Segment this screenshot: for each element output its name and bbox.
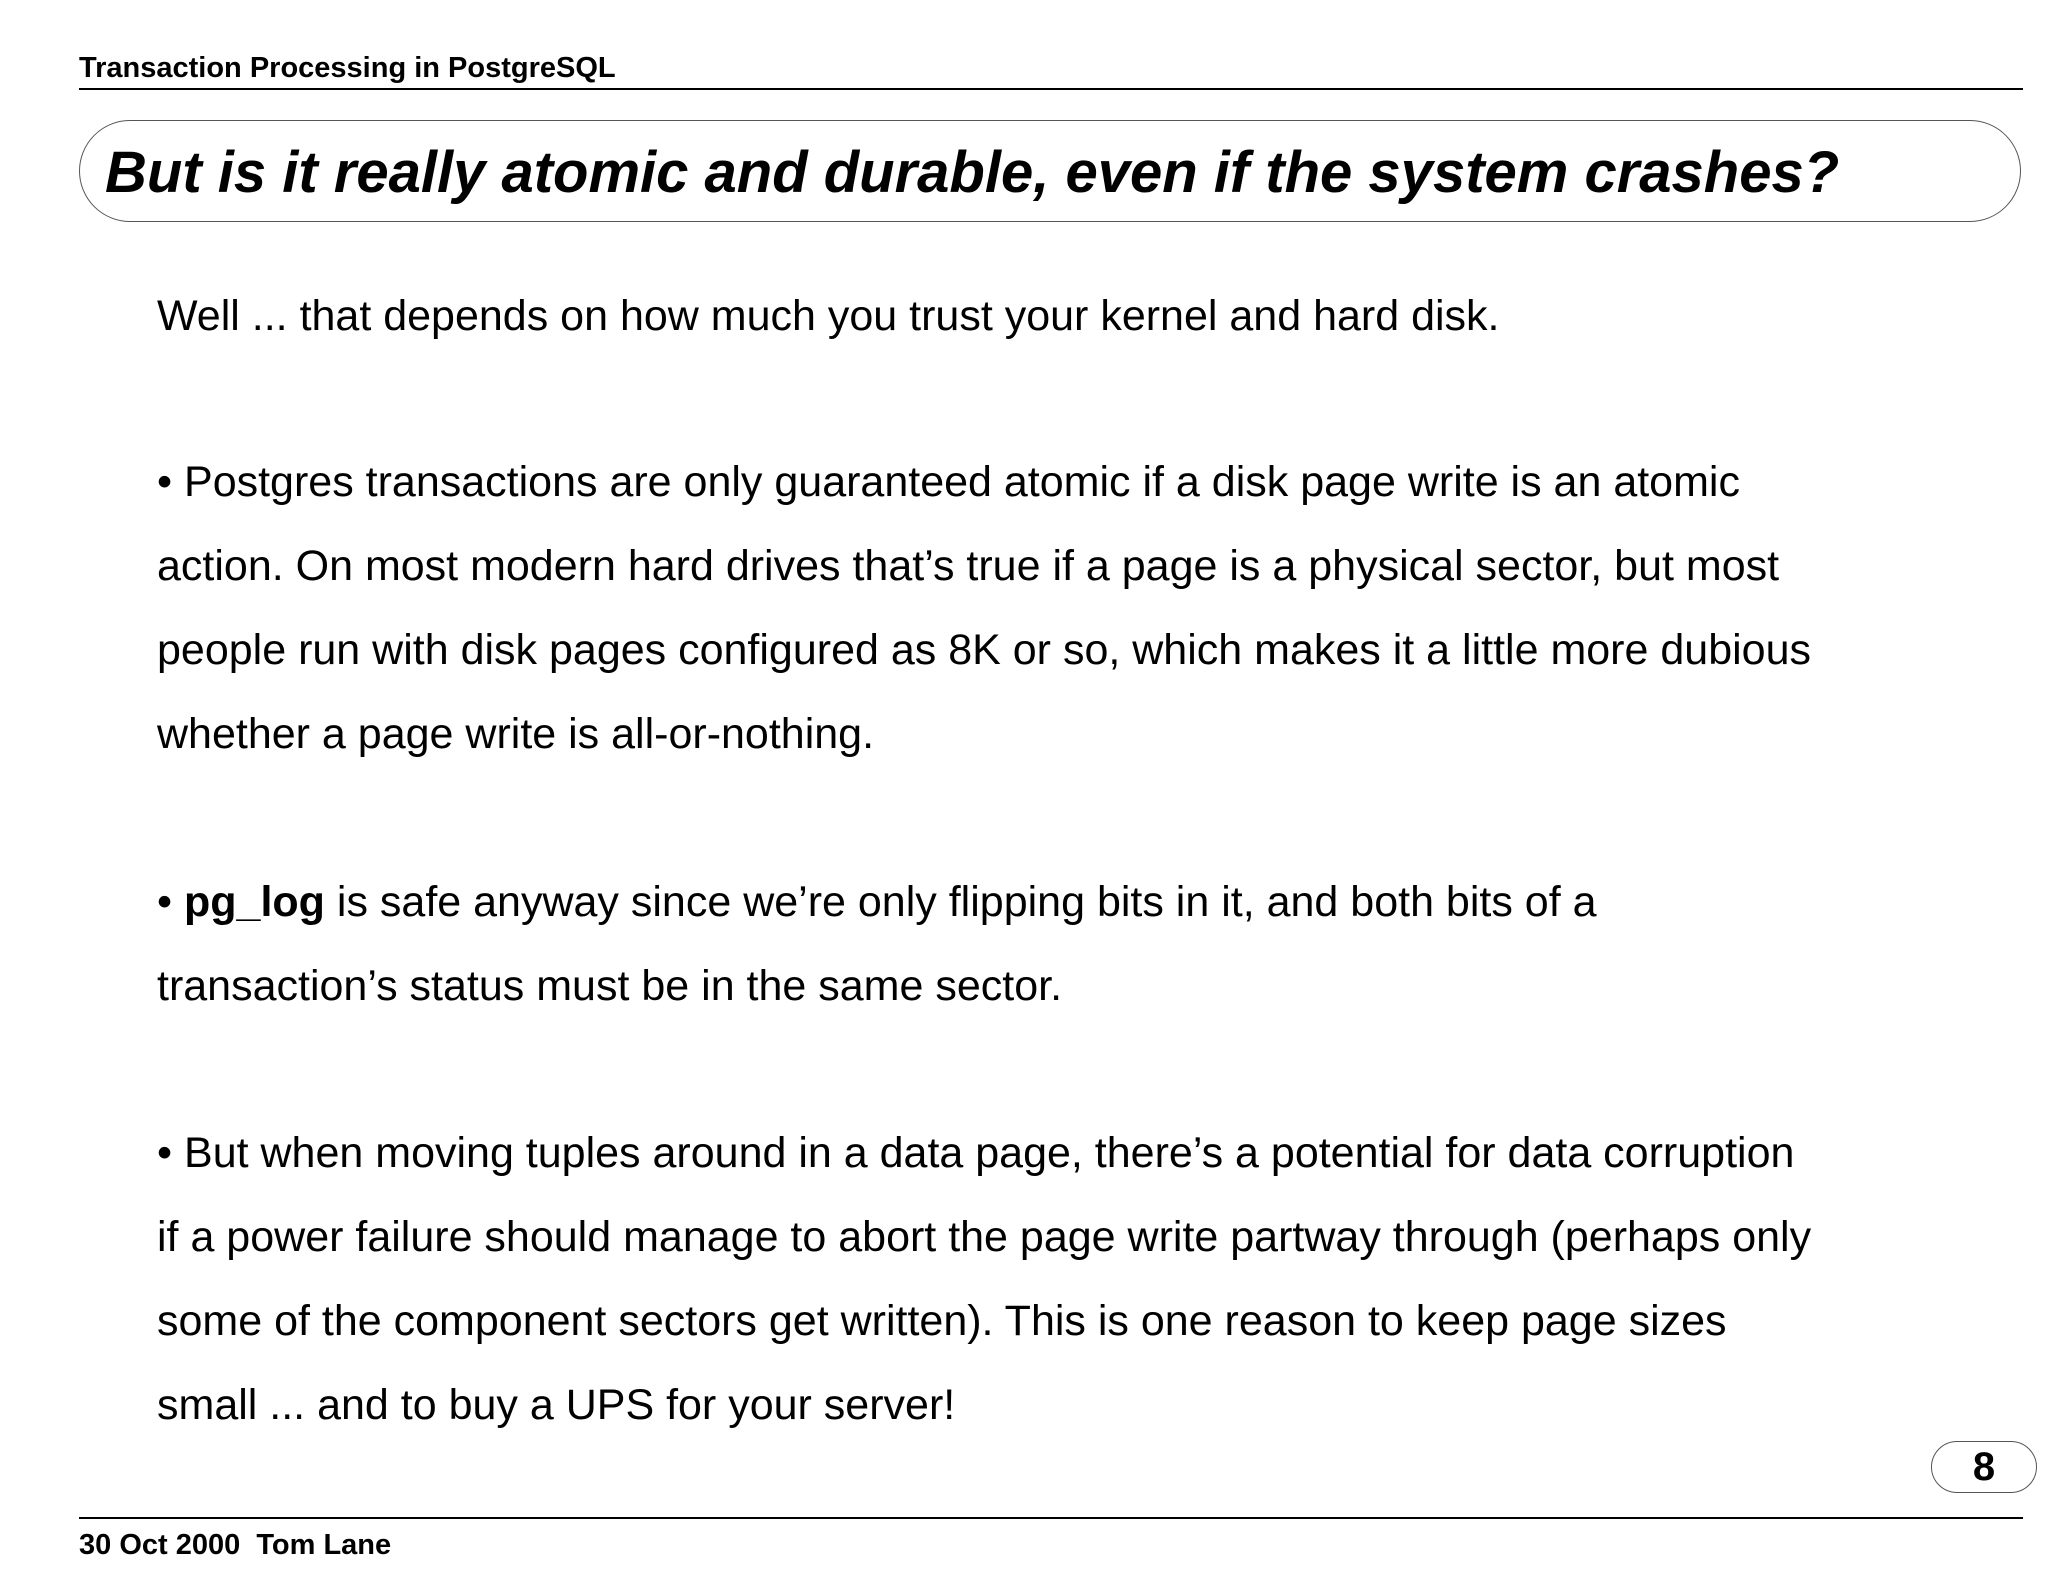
footer-divider xyxy=(79,1517,2023,1519)
bullet-2-line-1 xyxy=(157,860,1597,944)
bullet-3-line-2: if a power failure should manage to abort the page write partway through (perhaps only xyxy=(157,1213,1812,1261)
slide-title: But is it really atomic and durable, even if the system crashes? xyxy=(105,140,1840,205)
bullet-1-line-4: whether a page write is all-or-nothing. xyxy=(157,710,875,758)
bullet-1-line-3: people run with disk pages configured as 8K or so, which makes it a little more dubious xyxy=(157,626,1811,674)
bullet-3-line-3: some of the component sectors get written). This is one reason to keep page sizes xyxy=(157,1297,1727,1345)
bullet-marker: • xyxy=(157,878,173,926)
bullet-3-line-1 xyxy=(157,1111,1811,1195)
bullet-3-text-1: But when moving tuples around in a data page, there’s a potential for data corruption xyxy=(184,1129,1795,1177)
bullet-marker: • xyxy=(157,458,173,506)
intro-line: Well ... that depends on how much you trust your kernel and hard disk. xyxy=(157,292,1500,340)
pg-log-keyword: pg_log xyxy=(184,878,325,926)
bullet-1 xyxy=(157,440,1811,776)
bullet-3-line-4: small ... and to buy a UPS for your server! xyxy=(157,1381,956,1429)
footer-text: 30 Oct 2000 Tom Lane xyxy=(79,1529,392,1561)
bullet-marker: • xyxy=(157,1129,173,1177)
intro-paragraph xyxy=(157,274,1500,358)
page-number: 8 xyxy=(1972,1445,1996,1489)
bullet-3 xyxy=(157,1111,1811,1447)
bullet-2-line-2: transaction’s status must be in the same sector. xyxy=(157,962,1063,1010)
bullet-1-text-1: Postgres transactions are only guaranteed atomic if a disk page write is an atomic xyxy=(184,458,1740,506)
bullet-2 xyxy=(157,860,1597,1028)
bullet-1-line-2: action. On most modern hard drives that’s true if a page is a physical sector, but most xyxy=(157,542,1780,590)
bullet-1-line-1 xyxy=(157,440,1811,524)
document-header-title: Transaction Processing in PostgreSQL xyxy=(79,52,616,84)
header-divider xyxy=(79,88,2023,90)
bullet-2-text-1: is safe anyway since we’re only flipping bits in it, and both bits of a xyxy=(324,878,1597,926)
